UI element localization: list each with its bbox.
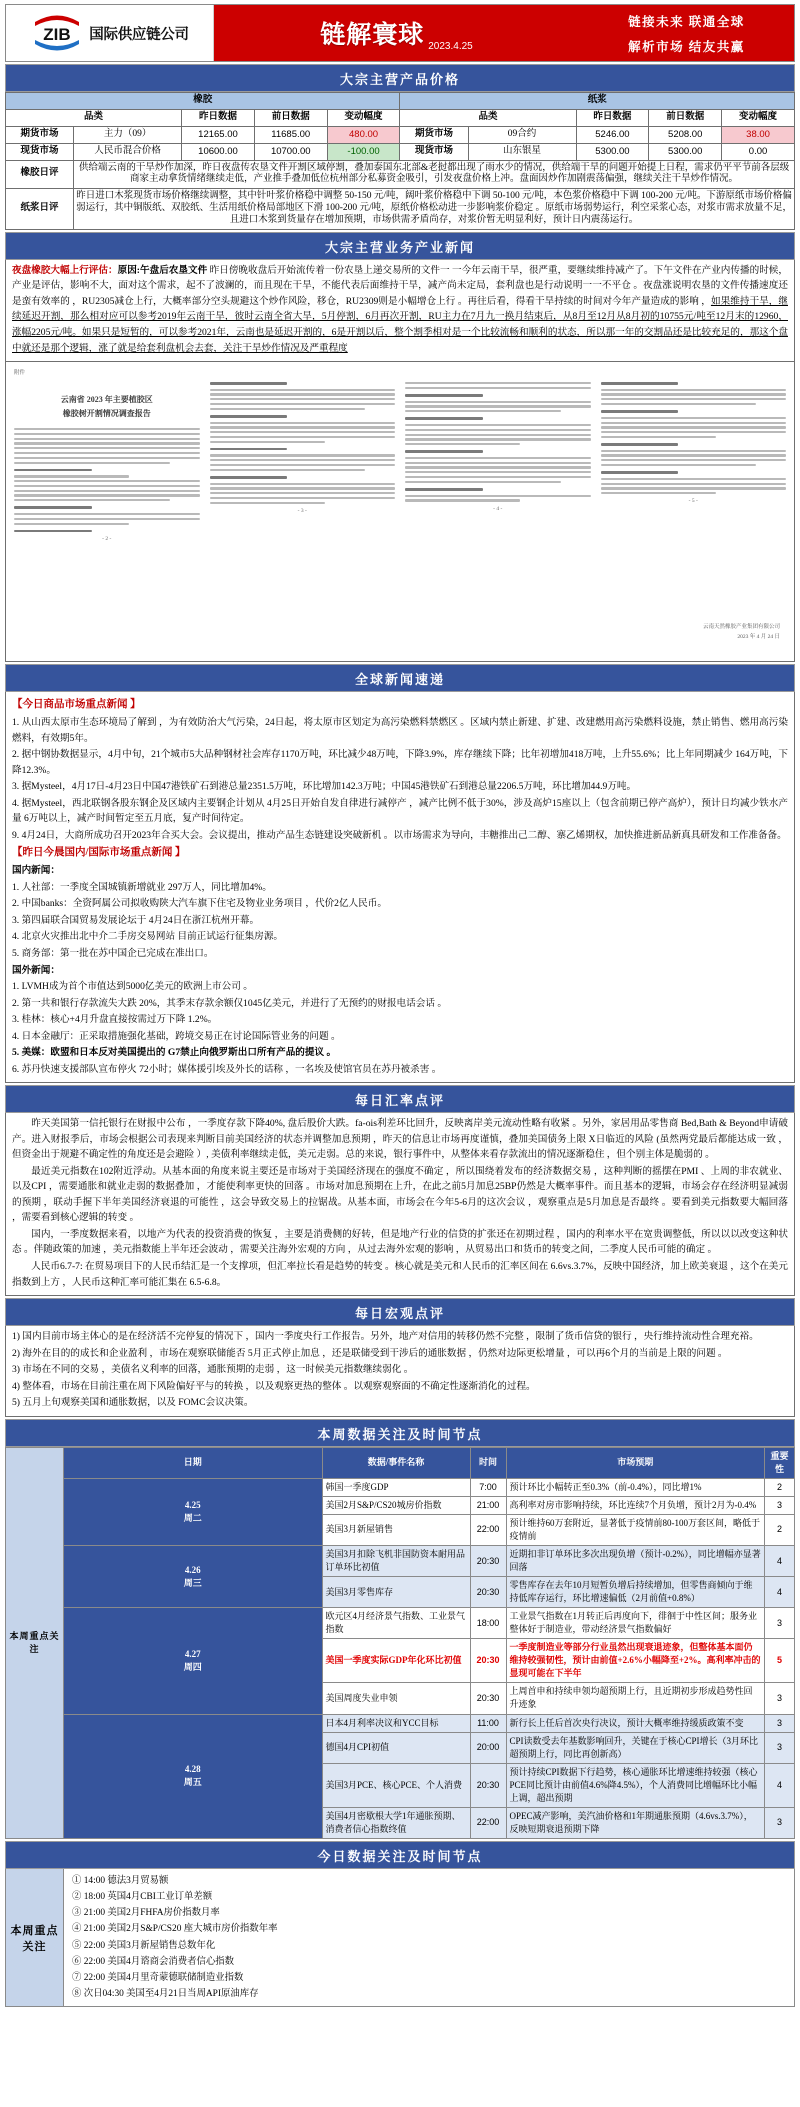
change-value: 0.00 (722, 143, 795, 160)
list-item: ① 14:00 德法3月贸易额 (72, 1875, 169, 1886)
news-item: 3. 第四届联合国贸易发展论坛于 4月24日在浙江杭州开幕。 (12, 914, 260, 926)
event-time: 22:00 (470, 1807, 506, 1838)
table-row (6, 126, 795, 143)
doc-title-line-1: 云南省 2023 年主要植胶区 (60, 395, 153, 405)
event-name: 美国3月扣除飞机非国防资本耐用品订单环比初值 (322, 1546, 470, 1577)
doc-page-number: - 3 - (297, 507, 307, 514)
table-row (6, 1546, 795, 1577)
event-name: 日本4月利率决议和YCC目标 (322, 1714, 470, 1732)
rubber-commentary-text: 供给端云南的干旱炒作加深，昨日夜盘传农垦文件开割区域停割，叠加泰国东北部&老挝都出现了雨水少的情况，供给端干旱的问题开始提上日程，需求仍平平节前各层级商家主动拿货情绪继续走低，产业推手叠加低位杭州部分私募资金吸引，引发夜盘价格上冲。盘面因炒作加剧震荡偏强，继续关注干旱炒作情况。 (74, 160, 795, 189)
event-time: 20:30 (470, 1683, 506, 1714)
svg-text:ZIB: ZIB (43, 25, 71, 44)
weekly-side-label: 本周重点关注 (6, 1447, 64, 1838)
macro-paragraph: 2) 海外在目的的成长和企业盈利 ，市场在观察联储能否 5月正式停止加息 ，还是联储受到干涉后的通胀数据 ，仍然对边际更松增量 ，可以再6个月的当前是上限的问题 。 (12, 1347, 728, 1359)
news-item: 5. 美媒：欧盟和日本反对美国提出的 G7禁止向俄罗斯出口所有产品的提议 。 (12, 1047, 337, 1059)
price-table (5, 92, 795, 230)
col-importance: 重要性 (765, 1447, 795, 1478)
prev-value: 5208.00 (649, 126, 722, 143)
doc-heading-1 (14, 469, 92, 472)
market-label: 现货市场 (400, 143, 468, 160)
masthead (5, 4, 795, 62)
doc-page-number: - 5 - (688, 498, 698, 505)
col-yesterday-left: 昨日数据 (182, 109, 255, 126)
masthead-slogans (579, 5, 794, 61)
news-item: 2. 据中钢协数据显示，4月中旬，21个城市5大品种钢材社会库存1170万吨，环比减少48万吨，下降3.9%，库存继续下降；比年初增加418万吨，上升55.6%；比上年同期减少 164万吨，下降12.3%。 (12, 749, 788, 776)
event-time: 20:30 (470, 1577, 506, 1608)
table-row (6, 1608, 795, 1639)
event-importance: 4 (765, 1577, 795, 1608)
industry-news-text-underlined: 如果维持干旱，继续延迟开割，那么相对应可以参考2019年云南干旱，彼时云南全省大旱，5月停割，6月再次开割，RU主力在7月九一换月结束后，从8月至12月从8月初的10755元/吨至12月末的12960，涨幅2205元/吨。如果只是短暂的，可以参考2021年，云南也是延迟开割的，6是开割以后，整个割季相对是一个比较流畅和顺利的状态，所以那一年的交割品还是比较充足的，那这个盘中就还是那个逻辑，涨了就是给套利盘机会去套，关注干旱炒作情况及严重程度 (12, 295, 788, 354)
item-label: 人民币混合价格 (74, 143, 182, 160)
event-time: 7:00 (470, 1478, 506, 1496)
col-prev-left: 前日数据 (254, 109, 327, 126)
global-news-body (5, 692, 795, 1083)
domestic-news-label: 国内新闻： (12, 865, 60, 877)
event-time: 21:00 (470, 1496, 506, 1514)
industry-news-text: 昨日傍晚收盘后开始流传着一份农垦上递交易所的文件一 一今年云南干旱，很严重，要继续维持减产了。下午文件在产业内传播的时候，产业是评估，影响不大，面对这个需求，起不了波澜的，而且现在干旱，不能代表后面维持干旱，减产尚未定局，套利盘也是行动说明一一不平仓 。夜盘涨说明农垦的文件传播速度还是蛮有效率的 ，RU2305减仓上行，大概率部分空头规避这个炒作风险，移仓，RU2309则是小幅增仓上行 。再往后看，得看干旱持续的时间对今年产量造成的影响 ， (12, 264, 789, 307)
news-item: 4. 北京火灾推出北中介二手房交易网站 目前正试运行征集房源。 (12, 931, 284, 943)
pulp-commentary-text: 昨日进口木浆现货市场价格继续调整，其中针叶浆价格稳中调整 50-150 元/吨，阔叶浆价格稳中下调 50-100 元/吨，本色浆价格稳中下调 100-200 元/吨。下游原纸市场价格偏弱运行，其中铜版纸、双胶纸、生活用纸价格局部地区下滑 100-200 元/吨，原纸价格松动进一步影响浆价稳定 。原纸市场弱势运行，利空采浆心态，对浆市需求放量不足，且进口木浆到货量存在增加预期，市场供需矛盾尚存，对浆价暂无明显利好，预计日内震荡运行。 (74, 189, 795, 230)
publication-title: 链解寰球 (320, 22, 425, 49)
event-name: 德国4月CPI初值 (322, 1732, 470, 1763)
event-expectation: 新行长上任后首次央行决议，预计大概率维持缓质政策不变 (506, 1714, 765, 1732)
yesterday-value: 5300.00 (576, 143, 649, 160)
event-expectation: 近期扣非订单环比多次出现负增（预计-0.2%），同比增幅亦显著回落 (506, 1546, 765, 1577)
col-expectation: 市场预期 (506, 1447, 765, 1478)
change-value: 38.00 (722, 126, 795, 143)
macro-paragraph: 4) 整体看，市场在目前注重在周下风险偏好平与的转换 ，以及观察更热的整体 。以观察观察面的不确定性逐渐消化的过程。 (12, 1380, 536, 1392)
market-label: 期货市场 (6, 126, 74, 143)
col-prev-right: 前日数据 (649, 109, 722, 126)
masthead-title-area (214, 5, 579, 61)
doc-page-number: - 4 - (493, 505, 503, 512)
news-item: 2. 第一共和银行存款流失大跌 20%，其季末存款余额仅1045亿美元，并进行了无预约的财报电话会话 。 (12, 997, 447, 1009)
item-label: 09合约 (468, 126, 576, 143)
col-time: 时间 (470, 1447, 506, 1478)
event-time: 20:30 (470, 1763, 506, 1807)
doc-attachment-tag: 附件 (14, 370, 26, 377)
slogan-line-2: 解析市场 结友共赢 (628, 39, 745, 54)
fx-paragraph: 人民币6.7-7: 在贸易项目下的人民币结汇是一个支撑项，但汇率拉长看是趋势的转变 。核心就是美元和人民币的汇率区间在 6.6vs.3.7%，反映中国经济，加上欧美衰退 ，这个在美元指数到上方 ，人民币这种汇率可能汇集在 6.5-6.8。 (12, 1261, 788, 1288)
event-time: 20:30 (470, 1546, 506, 1577)
commentary-row-rubber (6, 160, 795, 189)
col-change-right: 变动幅度 (722, 109, 795, 126)
macro-paragraph: 3) 市场在不同的交易 ，美债名义利率的回落，通胀预期的走弱 ，这一时候美元指数继续弱化 。 (12, 1364, 414, 1376)
doc-column-4 (601, 368, 787, 626)
date-cell: 4.28 周五 (64, 1714, 323, 1838)
doc-column-1 (14, 368, 200, 626)
date-cell: 4.25 周二 (64, 1478, 323, 1545)
event-expectation: 工业景气指数在1月转正后再度向下，徘徊于中性区间；服务业整体好于制造业，带动经济景气指数偏好 (506, 1608, 765, 1639)
today-items-list (64, 1869, 794, 2006)
company-logo (6, 5, 214, 61)
weekly-header-row (6, 1447, 795, 1478)
event-importance: 3 (765, 1714, 795, 1732)
event-importance: 4 (765, 1763, 795, 1807)
event-importance: 3 (765, 1496, 795, 1514)
section-header-prices: 大宗主营产品价格 (5, 64, 795, 92)
event-time: 20:00 (470, 1732, 506, 1763)
section-header-macro-daily: 每日宏观点评 (5, 1298, 795, 1326)
section-header-weekly-data: 本周数据关注及时间节点 (5, 1419, 795, 1447)
list-item: ③ 21:00 美国2月FHFA房价指数月率 (72, 1908, 220, 1919)
fx-paragraph: 昨天美国第一信托银行在财报中公布 ，一季度存款下降40%, 盘后股价大跌。fa-ois利差环比回升，反映离岸美元流动性略有收紧 。另外，家居用品零售商 Bed,Bath & Beyond申请破产。进入财报季后，市场会根据公司表现来判断目前美国经济的状态并调整加息预期 ，昨天的信息让市场再度谨慎，叠加美国债务上限 X日临近的风险 (虽然两党最后都能达成一致 ，但资金出于规避不确定性的角度还是会避险 ）, 美债利率继续走低，美元走弱。总的来说，银行事件中，从整体来看存款流出的情况逐渐稳住 ，但个别主体是脆弱的 。 (12, 1118, 788, 1161)
change-value: 480.00 (327, 126, 400, 143)
fx-paragraph: 国内，一季度数据来看，以地产为代表的投资消费的恢复 ，主要是消费侧的好转，但是地产行业的信贷的扩张还在初期过程 ，国内的利率水平在宽贵调整低，所以以以改变这种状态 。伴随政策的加速 ，美元指数能上半年还会波动 ，需要关注海外宏观的方向 ，从过去海外宏观的影响 ，从贸易出口和货币的转变之间，二季度人民币可能的确定 。 (12, 1228, 788, 1256)
fx-commentary-body (5, 1113, 795, 1296)
news-item: 3. 桂林：核心+4月升盘直接按需过万下降 1.2%。 (12, 1014, 218, 1026)
industry-news-headline-black: 原因:午盘后农垦文件 (117, 264, 208, 276)
industry-news-paragraph (12, 263, 788, 356)
event-name: 美国一季度实际GDP年化环比初值 (322, 1639, 470, 1683)
yesterday-value: 10600.00 (182, 143, 255, 160)
section-header-fx-daily: 每日汇率点评 (5, 1085, 795, 1113)
intl-news-label: 国外新闻： (12, 964, 60, 976)
domestic-news-title: 【昨日今晨国内/国际市场重点新闻 】 (12, 847, 186, 859)
macro-paragraph: 5) 五月上旬观察美国和通胀数据，以及 FOMC会议决策。 (12, 1397, 254, 1409)
event-expectation: 预计环比小幅转正至0.3%（前-0.4%），同比增1% (506, 1478, 765, 1496)
list-item: ⑥ 22:00 美国4月谘商会消费者信心指数 (72, 1956, 234, 1967)
today-side-label: 本周重点关注 (6, 1869, 64, 2006)
prev-value: 10700.00 (254, 143, 327, 160)
company-name: 国际供应链公司 (89, 26, 189, 43)
prev-value: 11685.00 (254, 126, 327, 143)
event-time: 11:00 (470, 1714, 506, 1732)
news-item: 3. 据Mysteel，4月17日-4月23日中国47港铁矿石到港总量2351.5万吨，环比增加142.3万吨；中国45港铁矿石到港总量2206.5万吨，环比增加44.9万吨。 (12, 781, 637, 793)
doc-column-3 (405, 368, 591, 626)
list-item: ⑧ 次日04:30 美国至4月21日当周API原油库存 (72, 1989, 259, 2000)
section-header-global-news: 全球新闻速递 (5, 664, 795, 692)
event-importance: 2 (765, 1514, 795, 1545)
doc-column-2 (210, 368, 396, 626)
event-name: 美国周度失业申领 (322, 1683, 470, 1714)
event-expectation: 预计维持60万套附近，显著低于疫情前80-100万套区间，略低于疫情前 (506, 1514, 765, 1545)
market-label: 现货市场 (6, 143, 74, 160)
event-expectation: 零售库存在去年10月短暂负增后持续增加，但零售商倾向于维持低库存运行，环比增速偏低（2月前值+0.8%） (506, 1577, 765, 1608)
yesterday-value: 5246.00 (576, 126, 649, 143)
zib-logo-icon (30, 11, 84, 55)
news-item: 4. 据Mysteel，西北联钢各股东钢企及区域内主要钢企计划从 4月25日开始自发自律进行减停产 ，减产比例不低于30%，涉及高炉15座以上（包含前期已停产高炉），预计日均减少铁水产量 6万吨以上，减产时间暂定至五月底，复产时间待定。 (12, 797, 788, 825)
item-label: 主力（09） (74, 126, 182, 143)
event-importance: 5 (765, 1639, 795, 1683)
col-change-left: 变动幅度 (327, 109, 400, 126)
item-label: 山东银星 (468, 143, 576, 160)
event-importance: 3 (765, 1608, 795, 1639)
event-importance: 3 (765, 1683, 795, 1714)
doc-title-line-2: 橡胶树开割情况调查报告 (62, 409, 151, 419)
table-row (6, 1478, 795, 1496)
event-importance: 4 (765, 1546, 795, 1577)
event-expectation: OPEC减产影响，美汽油价格和1年期通胀预期（4.6vs.3.7%），反映短期衰退预期下降 (506, 1807, 765, 1838)
price-column-header-row (6, 109, 795, 126)
section-header-today-data: 今日数据关注及时间节点 (5, 1841, 795, 1869)
event-name: 美国3月零售库存 (322, 1577, 470, 1608)
yesterday-value: 12165.00 (182, 126, 255, 143)
event-time: 18:00 (470, 1608, 506, 1639)
list-item: ② 18:00 英国4月CBI工业订单差额 (72, 1892, 213, 1903)
pulp-commentary-label: 纸浆日评 (6, 189, 74, 230)
news-item: 1. 人社部：一季度全国城镇新增就业 297万人，同比增加4%。 (12, 881, 272, 893)
doc-page-number: - 2 - (102, 536, 112, 543)
news-item: 4. 日本金融厅：正采取措施强化基础，跨境交易正在讨论国际管业务的问题 。 (12, 1030, 341, 1042)
table-row (6, 1714, 795, 1732)
slogan-line-1: 链接未来 联通全球 (628, 14, 745, 29)
commentary-row-pulp (6, 189, 795, 230)
event-importance: 3 (765, 1732, 795, 1763)
event-name: 韩国一季度GDP (322, 1478, 470, 1496)
news-item: 2. 中国banks：全资阿属公司拟收购陕大汽车旗下住宅及物业业务项目 ，代价2亿人民币。 (12, 898, 387, 910)
news-item: 1. LVMH成为首个市值达到5000亿美元的欧洲上市公司 。 (12, 981, 253, 993)
section-header-industry-news: 大宗主营业务产业新闻 (5, 232, 795, 260)
event-time: 20:30 (470, 1639, 506, 1683)
list-item: ⑦ 22:00 美国4月里奇蒙德联储制造业指数 (72, 1972, 244, 1983)
weekly-data-table (5, 1447, 795, 1839)
event-importance: 2 (765, 1478, 795, 1496)
news-item: 5. 商务部：第一批在苏中国企已完成在准出口。 (12, 947, 214, 959)
date-cell: 4.27 周四 (64, 1608, 323, 1714)
event-importance: 3 (765, 1807, 795, 1838)
event-expectation: 一季度制造业等部分行业虽然出现衰退迹象，但整体基本面仍维持较强韧性，预计由前值+2.6%小幅降至+2%。高利率冲击的显现可能在下半年 (506, 1639, 765, 1683)
commodity-news-title: 【今日商品市场重点新闻 】 (12, 699, 141, 711)
change-value: -100.00 (327, 143, 400, 160)
event-time: 22:00 (470, 1514, 506, 1545)
industry-news-body (5, 260, 795, 362)
doc-signature (703, 623, 780, 643)
table-row (6, 143, 795, 160)
market-label: 期货市场 (400, 126, 468, 143)
event-expectation: 预计持续CPI数据下行趋势，核心通胀环比增速维持较强（核心PCE同比预计由前值4.6%降4.5%），个人消费同比增幅环比小幅上调，超出预期 (506, 1763, 765, 1807)
col-date: 日期 (64, 1447, 323, 1478)
list-item: ④ 21:00 美国2月S&P/CS20 座大城市房价指数年率 (72, 1924, 278, 1935)
macro-paragraph: 1) 国内目前市场主体心的是在经济活不完停复的情况下 ，国内一季度央行工作报告。另外，地产对信用的转移仍然不完整 ，限制了货币信贷的银行 ，央行维持流动性合理充裕。 (12, 1331, 759, 1343)
event-name: 美国3月新屋销售 (322, 1514, 470, 1545)
event-name: 美国3月PCE、核心PCE、个人消费 (322, 1763, 470, 1807)
news-item: 6. 苏丹快速支援部队宣布停火 72小时；媒体援引埃及外长的话称 ，一名埃及使馆官员在苏丹被杀害 。 (12, 1063, 442, 1075)
group-rubber: 橡胶 (6, 93, 400, 110)
event-expectation: 上周首申和持续申领均超预期上行，且近期初步形成趋势性回升迹象 (506, 1683, 765, 1714)
today-data-block (5, 1869, 795, 2007)
group-pulp: 纸浆 (400, 93, 795, 110)
fx-paragraph: 最近美元指数在102附近浮动。从基本面的角度来说主要还是市场对于美国经济现在的强度不确定 ，所以围绕着发布的经济数据交易 ，这种判断的摇摆在PMI 、上周的非农就业、以及CPI ，需要通胀和就业走弱的数据叠加 ，才能使利率更快的回落 。市场对加息预期在上升，在此之前5月加息25BP仍然是大概率事件。而且基本的逻辑，市场会存在经济明显减弱的预期 ，联动手握下半年美国经济衰退的可能性 ，这会导致交易上的拉锯战。从基本面，市场会在今年5-6月的这次会议 ，观察重点是5月加息是否最终 。要看到美元指数要大幅回落 ，需要看到核心逻辑的转变 。 (12, 1165, 788, 1224)
news-item: 1. 从山西太原市生态环境局了解到 ，为有效防治大气污染，24日起，将太原市区划定为高污染燃料禁燃区 。区域内禁止新建、扩建、改建燃用高污染燃料设施，禁止销售、燃用高污染燃料，有效期5年。 (12, 717, 788, 744)
event-name: 美国4月密歇根大学1年通胀预期、消费者信心指数终值 (322, 1807, 470, 1838)
prev-value: 5300.00 (649, 143, 722, 160)
industry-news-headline-red: 夜盘橡胶大幅上行评估： (12, 264, 118, 276)
event-expectation: CPI读数受去年基数影响回升，关键在于核心CPI增长（3月环比超预期上行，同比再创新高） (506, 1732, 765, 1763)
event-expectation: 高利率对房市影响持续，环比连续7个月负增，预计2月为-0.4% (506, 1496, 765, 1514)
event-name: 欧元区4月经济景气指数、工业景气指数 (322, 1608, 470, 1639)
price-group-header-row (6, 93, 795, 110)
col-category-right: 品类 (400, 109, 576, 126)
event-name: 美国2月S&P/CS20城房价指数 (322, 1496, 470, 1514)
col-category-left: 品类 (6, 109, 182, 126)
doc-signature-org: 云南天然橡胶产业集团有限公司 (702, 624, 780, 631)
doc-signature-date: 2023 年 4 月 24 日 (737, 634, 780, 641)
col-event: 数据/事件名称 (322, 1447, 470, 1478)
embedded-document-scan (5, 362, 795, 662)
col-yesterday-right: 昨日数据 (576, 109, 649, 126)
rubber-commentary-label: 橡胶日评 (6, 160, 74, 189)
date-cell: 4.26 周三 (64, 1546, 323, 1608)
macro-commentary-body (5, 1326, 795, 1417)
news-item: 9. 4月24日，大商所成功召开2023年合买大会。会议提出，推动产品生态链建设突破新机 。以市场需求为导向，丰糖推出己二醇、寨乙烯期权，加快推进新品新真具研发和工作准备备。 (12, 829, 787, 841)
list-item: ⑤ 22:00 美国3月新屋销售总数年化 (72, 1940, 216, 1951)
publication-date: 2023.4.25 (428, 41, 473, 52)
